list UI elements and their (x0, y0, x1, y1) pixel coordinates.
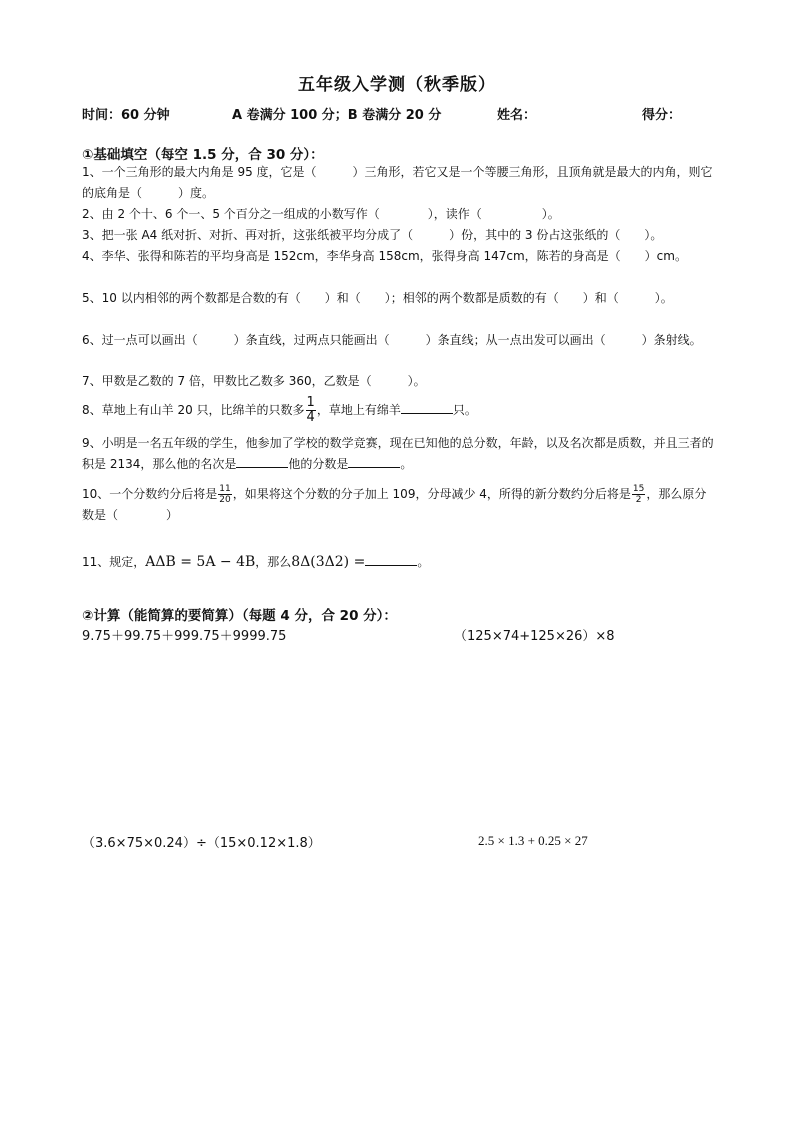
question-9-text-a: 9、小明是一名五年级的学生，他参加了学校的数学竞赛，现在已知他的总分数，年龄，以及名次都是质数，并且三者的积是 2134，那么他的名次是 (82, 436, 714, 471)
exam-full-score: A 卷满分 100 分；B 卷满分 20 分 (232, 108, 442, 123)
section1-heading: ①基础填空（每空 1.5 分，合 30 分）： (82, 147, 324, 163)
operation-definition: AΔB = 5A − 4B (145, 554, 256, 570)
question-8-text-b: ，草地上有绵羊 (316, 403, 401, 417)
score-label: 得分： (642, 108, 682, 123)
question-10-text-c: ，那么原分数是（ ） (82, 487, 707, 522)
section2-heading: ②计算（能简算的要简算）（每题 4 分，合 20 分）： (82, 608, 397, 624)
answer-blank[interactable] (348, 455, 400, 468)
answer-blank[interactable] (236, 455, 288, 468)
question-10-text-a: 10、一个分数约分后将是 (82, 487, 218, 501)
question-4: 4、李华、张得和陈若的平均身高是 152cm，李华身高 158cm，张得身高 147cm，陈若的身高是（ ）cm。 (82, 249, 687, 263)
question-11-text-c: 。 (417, 555, 430, 569)
question-8-text-c: 只。 (452, 403, 477, 417)
question-1: 1、一个三角形的最大内角是 95 度，它是（ ）三角形，若它又是一个等腰三角形，且顶角就是最大的内角，则它的底角是（ ）度。 (82, 165, 713, 200)
calc-problem-1: 9.75＋99.75＋999.75＋9999.75 (82, 629, 287, 644)
exam-info-row (82, 104, 722, 124)
question-6: 6、过一点可以画出（ ）条直线，过两点只能画出（ ）条直线；从一点出发可以画出（ ）条射线。 (82, 333, 702, 347)
question-9-text-b: 他的分数是 (288, 457, 349, 471)
question-9-text-c: 。 (400, 457, 413, 471)
fraction-15-2: $\frac{15}{2}$ (632, 484, 645, 505)
name-label: 姓名： (497, 108, 537, 123)
question-5: 5、10 以内相邻的两个数都是合数的有（ ）和（ ）；相邻的两个数都是质数的有（ ）和（ ）。 (82, 291, 673, 305)
question-2: 2、由 2 个十、6 个一、5 个百分之一组成的小数写作（ ），读作（ ）。 (82, 207, 560, 221)
answer-blank[interactable] (365, 553, 417, 566)
question-7: 7、甲数是乙数的 7 倍，甲数比乙数多 360，乙数是（ ）。 (82, 374, 426, 388)
fraction-11-20: $\frac{11}{20}$ (219, 484, 231, 505)
question-11-text-a: 11、规定， (82, 555, 146, 569)
calc-problem-3: （3.6×75×0.24）÷（15×0.12×1.8） (82, 836, 321, 851)
question-10-text-b: ，如果将这个分数的分子加上 109，分母减少 4，所得的新分数约分后将是 (232, 487, 631, 501)
question-10 (82, 484, 714, 526)
question-3: 3、把一张 A4 纸对折、对折、再对折，这张纸被平均分成了（ ）份，其中的 3 份占这张纸的（ ）。 (82, 228, 663, 242)
page-title: 五年级入学测（秋季版） (298, 75, 496, 95)
question-8 (82, 396, 714, 425)
calc-problem-4: 2.5 × 1.3 + 0.25 × 27 (478, 833, 588, 848)
question-11-text-b: ，那么 (255, 555, 292, 569)
question-8-text-a: 8、草地上有山羊 20 只，比绵羊的只数多 (82, 403, 305, 417)
fraction-one-quarter: $\frac{1}{4}$ (306, 395, 315, 425)
question-9 (82, 433, 714, 475)
operation-expression: 8Δ(3Δ2) = (291, 554, 366, 570)
answer-blank[interactable] (401, 401, 453, 414)
exam-time: 时间：60 分钟 (82, 108, 170, 123)
calc-problem-2: （125×74+125×26）×8 (454, 629, 615, 644)
question-11 (82, 552, 714, 573)
